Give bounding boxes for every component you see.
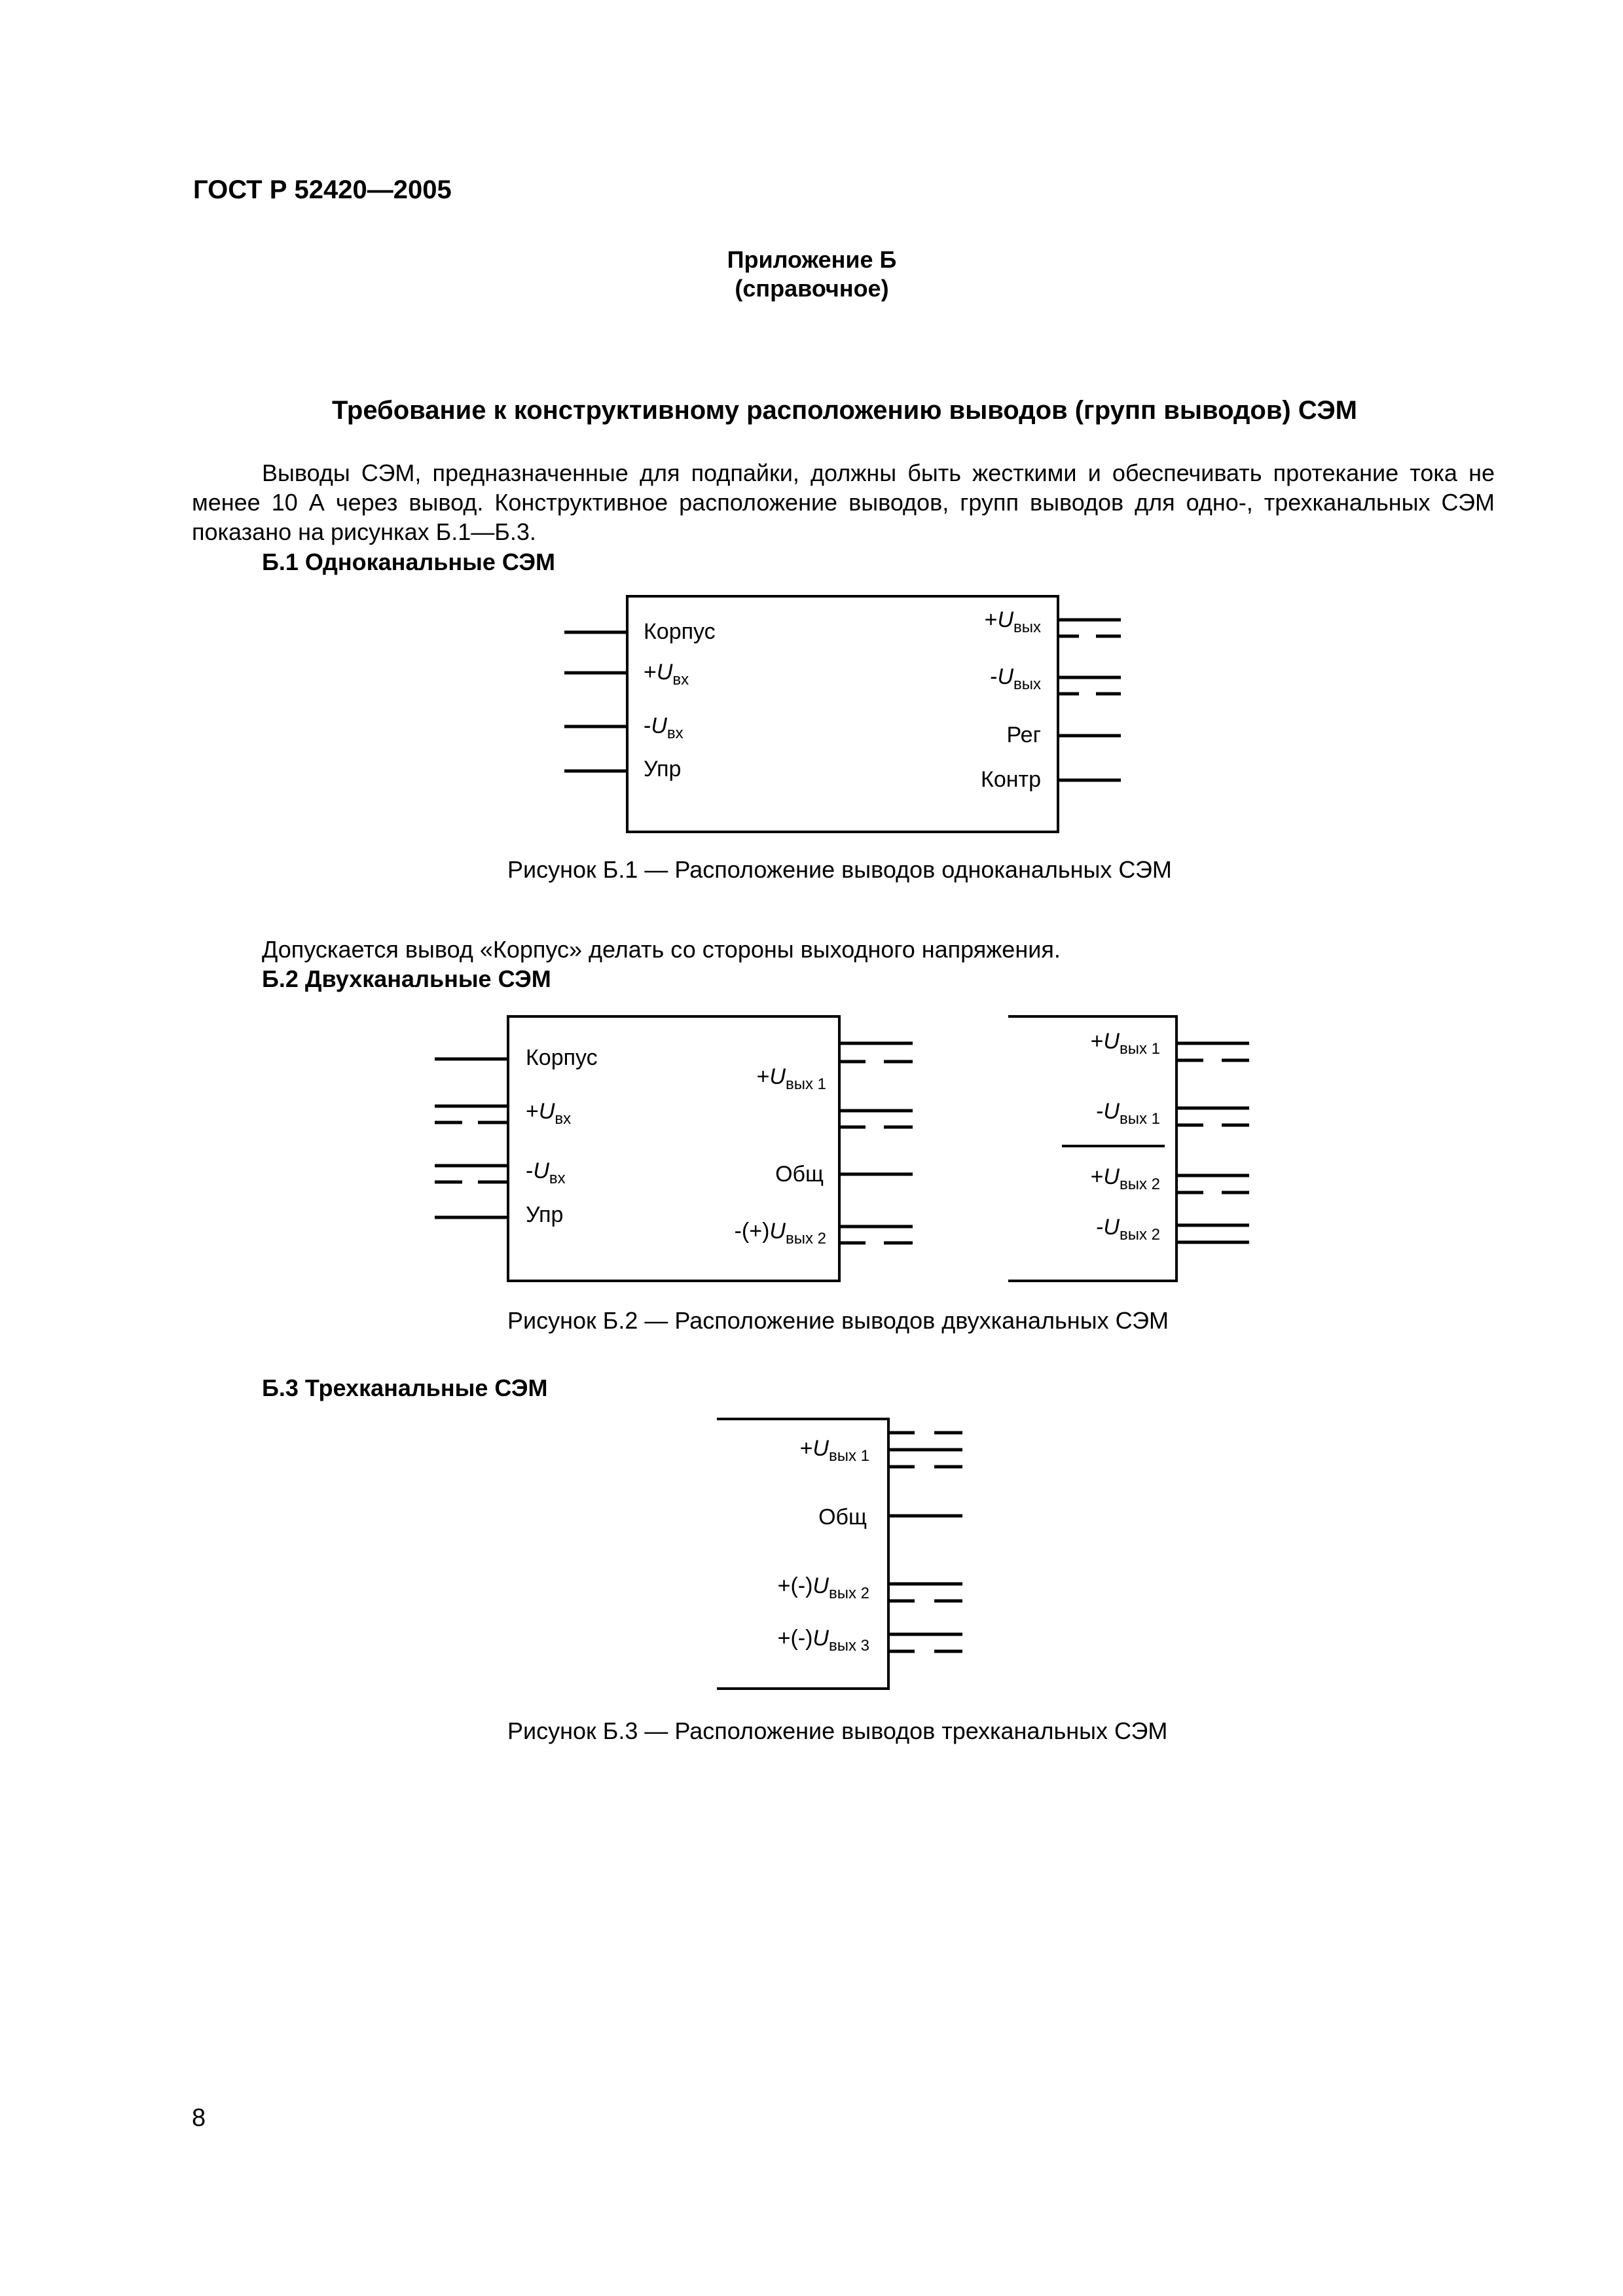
figure-b2-left — [435, 1016, 913, 1281]
annex-title: Приложение Б — [727, 246, 897, 273]
section-b2-heading: Б.2 Двухканальные СЭМ — [262, 965, 551, 992]
figure-b3-caption: Рисунок Б.3 — Расположение выводов трехканальных СЭМ — [507, 1717, 1168, 1744]
figure-b3 — [717, 1419, 962, 1689]
b3-output-pins — [888, 1433, 962, 1651]
figure-b2-right — [1008, 1016, 1249, 1281]
b1-label-plus-uvx: $+U_{вх}$ — [644, 660, 689, 689]
b3-label-plus-uvyh1: $+U_{вых 1}$ — [799, 1436, 869, 1465]
figure-b1-caption: Рисунок Б.1 — Расположение выводов одноканальных СЭМ — [507, 856, 1172, 883]
b2-left-output-pins — [839, 1043, 913, 1243]
b1-label-upr: Упр — [644, 757, 682, 781]
b2-left-input-pins — [435, 1059, 508, 1217]
b1-label-kontr: Контр — [981, 767, 1041, 792]
annex-subtitle: (справочное) — [735, 275, 889, 302]
b1-output-pins — [1058, 620, 1121, 780]
b2r-label-plus-uvyh1: $+U_{вых 1}$ — [1090, 1029, 1160, 1058]
b2-right-output-pins — [1176, 1043, 1249, 1242]
b1-label-minus-uvx: $-U_{вх}$ — [644, 713, 684, 742]
page-number: 8 — [192, 2104, 206, 2132]
b1-label-korpus: Корпус — [644, 619, 716, 644]
b1-label-reg: Рег — [1006, 723, 1041, 747]
section-b3-heading: Б.3 Трехканальные СЭМ — [262, 1374, 548, 1401]
b2-label-plus-uvx: $+U_{вх}$ — [526, 1099, 572, 1128]
b1-label-minus-uvyh: $-U_{вых}$ — [990, 664, 1041, 693]
body-paragraph-text: Выводы СЭМ, предназначенные для подпайки, должны быть жесткими и обеспечивать протекание тока не менее 10 А через вывод. Конструктивное расположение выводов, групп выводов для одно-, трехканальных СЭМ показано на рисунках Б.1—Б.3. — [192, 459, 1495, 545]
b3-label-obshch: Общ — [818, 1505, 867, 1530]
figure-b2-caption: Рисунок Б.2 — Расположение выводов двухканальных СЭМ — [507, 1307, 1169, 1334]
b1-label-plus-uvyh: $+U_{вых}$ — [984, 607, 1041, 636]
b3-label-plus-minus-uvyh3: $+(-)U_{вых 3}$ — [777, 1626, 869, 1655]
b2-label-korpus: Корпус — [526, 1045, 598, 1070]
b2-label-plus-uvyh1: $+U_{вых 1}$ — [756, 1064, 826, 1093]
b1-input-pins — [564, 632, 627, 771]
b2-label-minus-uvx: $-U_{вх}$ — [526, 1158, 566, 1187]
b2-label-minus-plus-uvyh2: $-(+)U_{вых 2}$ — [734, 1219, 826, 1247]
b2-label-obshch: Общ — [775, 1162, 824, 1187]
b2r-label-minus-uvyh2: $-U_{вых 2}$ — [1096, 1215, 1160, 1244]
document-header: ГОСТ Р 52420—2005 — [193, 175, 452, 204]
figure-b1 — [564, 596, 1121, 832]
section-b1-heading: Б.1 Одноканальные СЭМ — [262, 548, 556, 575]
b2-label-upr: Упр — [526, 1202, 564, 1227]
b2r-label-minus-uvyh1: $-U_{вых 1}$ — [1096, 1099, 1160, 1128]
b3-label-plus-minus-uvyh2: $+(-)U_{вых 2}$ — [777, 1573, 869, 1602]
b2r-label-plus-uvyh2: $+U_{вых 2}$ — [1090, 1164, 1160, 1193]
section-title: Требование к конструктивному расположению выводов (групп выводов) СЭМ — [331, 396, 1358, 425]
note-text: Допускается вывод «Корпус» делать со стороны выходного напряжения. — [262, 936, 1061, 963]
